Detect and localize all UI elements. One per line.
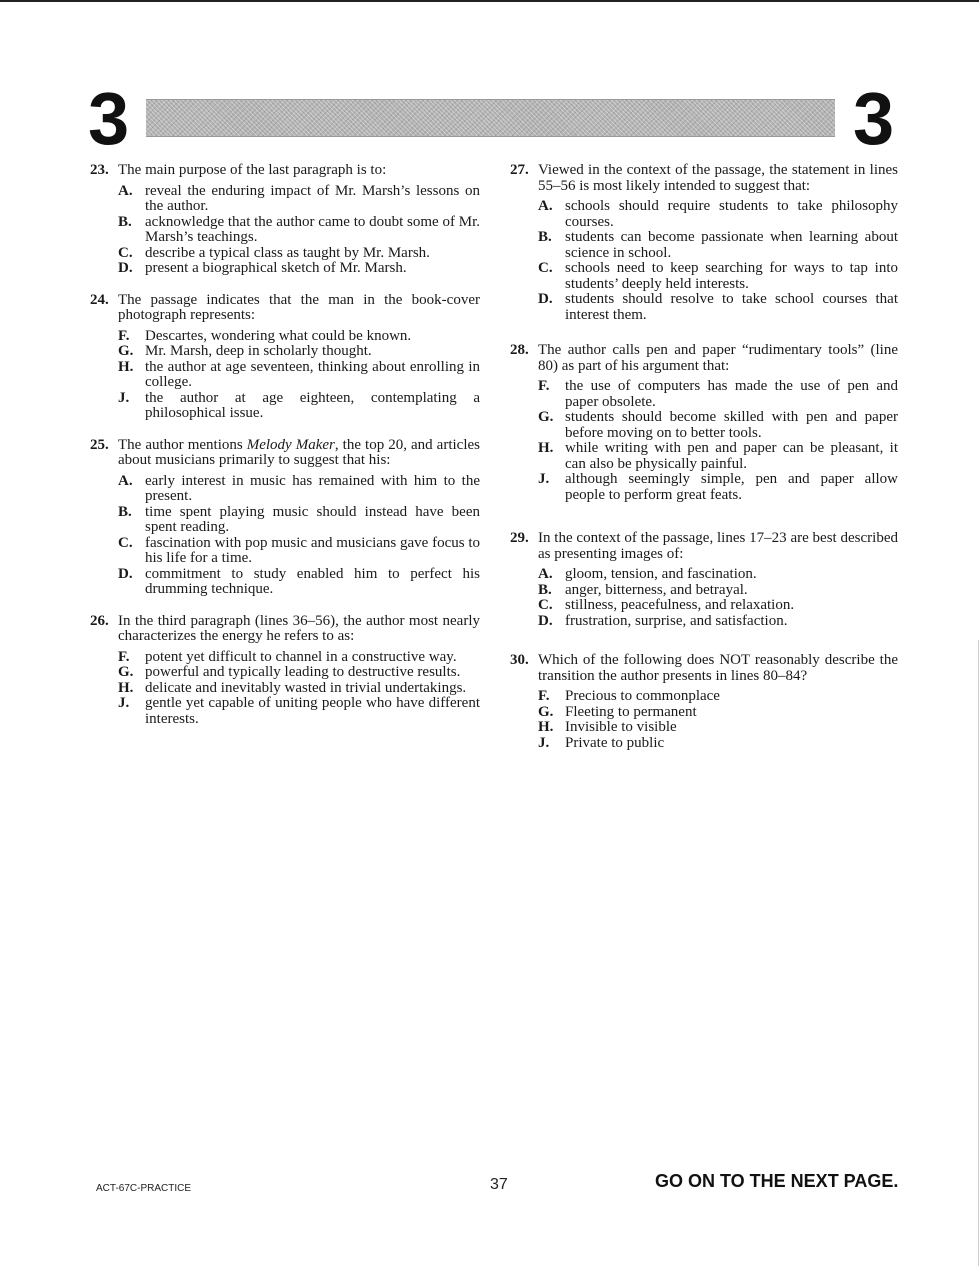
option-text: delicate and inevitably wasted in trivial undertakings. xyxy=(145,679,467,696)
answer-option-f[interactable] xyxy=(90,329,480,345)
answer-option-b[interactable] xyxy=(510,230,898,261)
option-text: schools need to keep searching for ways to tap into students’ deeply held interests. xyxy=(565,260,898,292)
answer-option-a[interactable] xyxy=(510,199,898,230)
test-code: ACT-67C-PRACTICE xyxy=(96,1183,192,1194)
option-label: G. xyxy=(118,664,134,680)
answer-option-b[interactable] xyxy=(90,505,480,536)
answer-option-a[interactable] xyxy=(90,184,480,215)
answer-option-c[interactable] xyxy=(90,536,480,567)
option-text: while writing with pen and paper can be pleasant, it can also be physically painful. xyxy=(565,440,898,472)
option-label: H. xyxy=(118,679,134,696)
option-text: schools should require students to take philosophy courses. xyxy=(565,198,898,230)
question-stem xyxy=(510,343,898,374)
answer-option-d[interactable] xyxy=(510,614,898,630)
section-number-left: 3 xyxy=(88,77,130,160)
option-label: F. xyxy=(538,688,550,704)
answer-option-c[interactable] xyxy=(90,246,480,262)
answer-option-h[interactable] xyxy=(510,720,898,736)
answer-option-d[interactable] xyxy=(510,292,898,323)
option-label: A. xyxy=(118,472,133,489)
answer-option-j[interactable] xyxy=(90,696,480,727)
question-stem xyxy=(90,438,480,469)
answer-option-j[interactable] xyxy=(510,736,898,752)
answer-options xyxy=(90,474,480,598)
option-label: J. xyxy=(538,734,550,751)
option-label: B. xyxy=(538,581,552,598)
option-text: Invisible to visible xyxy=(565,719,677,735)
option-text: frustration, surprise, and satisfaction. xyxy=(565,612,788,629)
answer-option-d[interactable] xyxy=(90,261,480,277)
option-label: H. xyxy=(538,719,554,735)
option-label: G. xyxy=(118,343,134,359)
option-text: commitment to study enabled him to perfect his drumming technique. xyxy=(145,565,480,597)
option-label: C. xyxy=(118,534,133,551)
option-label: D. xyxy=(118,260,133,276)
answer-option-g[interactable] xyxy=(510,410,898,441)
question-number: 26. xyxy=(90,612,109,629)
option-label: D. xyxy=(538,612,553,629)
option-label: A. xyxy=(118,182,133,199)
answer-options xyxy=(90,184,480,277)
option-text: Mr. Marsh, deep in scholarly thought. xyxy=(145,343,372,359)
option-label: J. xyxy=(538,471,550,487)
answer-options xyxy=(510,199,898,323)
option-label: A. xyxy=(538,566,553,582)
left-column xyxy=(90,163,480,743)
answer-option-f[interactable] xyxy=(510,379,898,410)
option-label: B. xyxy=(118,503,132,520)
question-25 xyxy=(90,438,480,598)
question-30 xyxy=(510,653,898,751)
option-text: reveal the enduring impact of Mr. Marsh’s lessons on the author. xyxy=(145,182,480,214)
option-text: the author at age eighteen, contemplating a philosophical issue. xyxy=(145,389,480,421)
option-label: J. xyxy=(118,389,130,406)
option-label: B. xyxy=(538,229,552,245)
question-28 xyxy=(510,343,898,503)
option-text: acknowledge that the author came to doubt some of Mr. Marsh’s teachings. xyxy=(145,213,480,245)
question-text-end: , the top 20, and articles about musicians primarily to suggest that his: xyxy=(118,436,480,468)
option-text: Fleeting to permanent xyxy=(565,703,697,720)
next-page-notice: GO ON TO THE NEXT PAGE. xyxy=(655,1171,899,1191)
option-label: H. xyxy=(118,358,134,375)
question-text: In the third paragraph (lines 36–56), the author most nearly characterizes the energy he refers to as: xyxy=(118,612,480,644)
option-label: G. xyxy=(538,409,554,425)
question-text: The main purpose of the last paragraph is to: xyxy=(118,162,387,178)
answer-option-g[interactable] xyxy=(90,344,480,360)
option-text: students can become passionate when learning about science in school. xyxy=(565,229,898,261)
option-text: stillness, peacefulness, and relaxation. xyxy=(565,597,795,613)
answer-option-f[interactable] xyxy=(510,689,898,705)
question-text-start: The author mentions xyxy=(118,436,247,453)
question-text: In the context of the passage, lines 17–23 are best described as presenting images of: xyxy=(538,530,898,562)
option-text: gentle yet capable of uniting people who have different interests. xyxy=(145,695,480,727)
option-label: B. xyxy=(118,213,132,230)
option-label: H. xyxy=(538,440,554,456)
section-number-right: 3 xyxy=(853,77,895,160)
option-text: anger, bitterness, and betrayal. xyxy=(565,581,748,598)
option-label: J. xyxy=(118,695,130,711)
question-stem xyxy=(510,653,898,684)
answer-options xyxy=(90,650,480,728)
question-number: 23. xyxy=(90,162,109,178)
top-rule xyxy=(0,0,979,2)
option-text: early interest in music has remained with him to the present. xyxy=(145,472,480,504)
answer-option-h[interactable] xyxy=(90,681,480,697)
question-stem xyxy=(510,163,898,194)
option-label: C. xyxy=(538,597,553,613)
question-29 xyxy=(510,531,898,629)
question-text: Viewed in the context of the passage, the statement in lines 55–56 is most likely intended to suggest that: xyxy=(538,162,898,194)
option-label: A. xyxy=(538,198,553,214)
option-text: time spent playing music should instead have been spent reading. xyxy=(145,503,480,535)
answer-options xyxy=(510,689,898,751)
question-number: 24. xyxy=(90,291,109,308)
option-text: describe a typical class as taught by Mr. Marsh. xyxy=(145,244,430,261)
question-27 xyxy=(510,163,898,323)
question-text: The author calls pen and paper “rudimentary tools” (line 80) as part of his argument that: xyxy=(538,342,898,374)
option-text: the author at age seventeen, thinking about enrolling in college. xyxy=(145,358,480,390)
answer-option-d[interactable] xyxy=(90,567,480,598)
section-banner xyxy=(146,99,835,137)
question-number: 27. xyxy=(510,162,529,178)
option-text: potent yet difficult to channel in a constructive way. xyxy=(145,648,457,665)
option-label: F. xyxy=(538,378,550,394)
option-text: students should resolve to take school courses that interest them. xyxy=(565,291,898,323)
answer-options xyxy=(510,379,898,503)
question-number: 28. xyxy=(510,342,529,358)
question-stem xyxy=(510,531,898,562)
option-label: C. xyxy=(538,260,553,276)
option-label: F. xyxy=(118,327,130,344)
question-24 xyxy=(90,293,480,422)
question-26 xyxy=(90,614,480,728)
option-label: G. xyxy=(538,703,554,720)
answer-option-h[interactable] xyxy=(510,441,898,472)
option-text: fascination with pop music and musicians gave focus to his life for a time. xyxy=(145,534,480,566)
right-column xyxy=(510,163,898,767)
question-stem xyxy=(90,614,480,645)
option-text: present a biographical sketch of Mr. Marsh. xyxy=(145,260,407,276)
answer-option-j[interactable] xyxy=(90,391,480,422)
option-text: the use of computers has made the use of pen and paper obsolete. xyxy=(565,378,898,410)
option-text: gloom, tension, and fascination. xyxy=(565,566,757,582)
answer-option-g[interactable] xyxy=(90,665,480,681)
answer-option-a[interactable] xyxy=(510,567,898,583)
question-text: The passage indicates that the man in the book-cover photograph represents: xyxy=(118,291,480,323)
page-number: 37 xyxy=(490,1176,508,1193)
question-stem xyxy=(90,163,480,179)
option-label: D. xyxy=(118,565,133,582)
publication-title: Melody Maker xyxy=(246,436,335,453)
option-text: Precious to commonplace xyxy=(565,688,720,704)
question-number: 30. xyxy=(510,652,529,668)
option-text: students should become skilled with pen and paper before moving on to better tools. xyxy=(565,409,898,441)
question-number: 29. xyxy=(510,530,529,546)
option-label: F. xyxy=(118,648,130,665)
question-stem xyxy=(90,293,480,324)
option-text: Private to public xyxy=(565,734,665,751)
answer-option-b[interactable] xyxy=(90,215,480,246)
answer-option-c[interactable] xyxy=(510,598,898,614)
answer-options xyxy=(510,567,898,629)
question-text: Which of the following does NOT reasonably describe the transition the author presents in lines 80–84? xyxy=(538,652,898,684)
answer-option-f[interactable] xyxy=(90,650,480,666)
answer-option-c[interactable] xyxy=(510,261,898,292)
answer-option-h[interactable] xyxy=(90,360,480,391)
answer-option-b[interactable] xyxy=(510,583,898,599)
answer-option-j[interactable] xyxy=(510,472,898,503)
answer-option-a[interactable] xyxy=(90,474,480,505)
option-text: powerful and typically leading to destructive results. xyxy=(145,664,461,680)
answer-options xyxy=(90,329,480,422)
option-label: C. xyxy=(118,244,133,261)
question-number: 25. xyxy=(90,436,109,453)
option-label: D. xyxy=(538,291,553,307)
question-23 xyxy=(90,163,480,277)
option-text: although seemingly simple, pen and paper allow people to perform great feats. xyxy=(565,471,898,503)
answer-option-g[interactable] xyxy=(510,705,898,721)
option-text: Descartes, wondering what could be known. xyxy=(145,327,412,344)
